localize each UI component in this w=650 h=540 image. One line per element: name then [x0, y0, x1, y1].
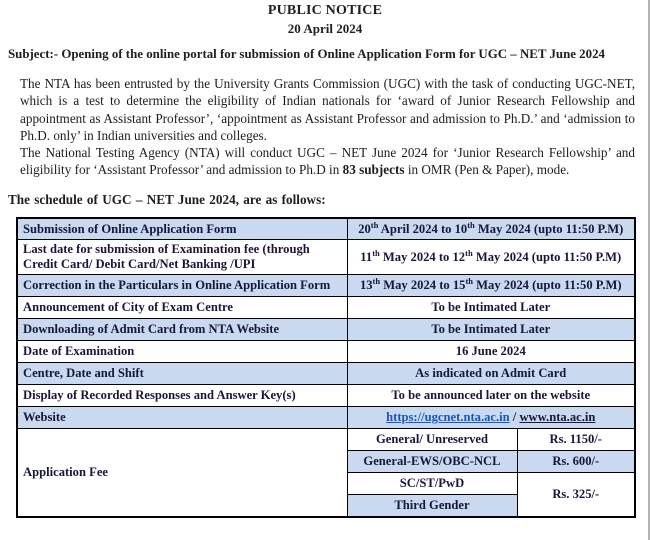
row-label: Date of Examination: [17, 341, 347, 363]
paragraph-1: The NTA has been entrusted by the University Grants Commission (UGC) with the task of conducting UGC-NET, which is a test to determine the eligibility of Indian nationals for ‘award of Junior Research Fellowship and appointment as Assistant Professor’, ‘appointment as Assistant Professor and admission to Ph.D.’ and ‘admission to Ph.D. only’ in Indian universities and colleges.: [20, 76, 635, 143]
schedule-row-admit-card: [17, 319, 635, 341]
schedule-row-exam-date: [17, 341, 635, 363]
row-value: As indicated on Admit Card: [347, 363, 635, 385]
schedule-row-centre-shift: [17, 363, 635, 385]
fee-amount: Rs. 1150/-: [517, 429, 635, 451]
schedule-row-correction: [17, 275, 635, 297]
row-label: Announcement of City of Exam Centre: [17, 297, 347, 319]
schedule-row-submission: [17, 218, 635, 240]
schedule-row-exam-fee: [17, 240, 635, 275]
fee-category: SC/ST/PwD: [347, 473, 517, 495]
row-label: Website: [17, 407, 347, 429]
application-fee-label: Application Fee: [17, 429, 347, 517]
row-value: 20th April 2024 to 10th May 2024 (upto 11:50 P.M): [347, 218, 635, 240]
website-separator: /: [512, 410, 517, 425]
row-value: 13th May 2024 to 15th May 2024 (upto 11:50 P.M): [347, 275, 635, 297]
schedule-row-website: [17, 407, 635, 429]
schedule-table: [16, 217, 636, 518]
row-value: To be announced later on the website: [347, 385, 635, 407]
row-value: 11th May 2024 to 12th May 2024 (upto 11:50 P.M): [347, 240, 635, 275]
notice-date: 20 April 2024: [287, 21, 363, 36]
row-value: To be Intimated Later: [347, 319, 635, 341]
fee-amount: Rs. 600/-: [517, 451, 635, 473]
schedule-row-city-announcement: [17, 297, 635, 319]
row-value: 16 June 2024: [347, 341, 635, 363]
row-label: Downloading of Admit Card from NTA Website: [17, 319, 347, 341]
ugcnet-link[interactable]: https://ugcnet.nta.ac.in: [386, 410, 510, 425]
notice-title: PUBLIC NOTICE: [267, 3, 383, 18]
row-value: To be Intimated Later: [347, 297, 635, 319]
website-cell: [347, 407, 635, 429]
subject-line: Subject:- Opening of the online portal for submission of Online Application Form for UGC – NET June 2024: [8, 47, 605, 61]
fee-amount: Rs. 325/-: [517, 473, 635, 517]
row-label: Centre, Date and Shift: [17, 363, 347, 385]
notice-header: [0, 0, 650, 37]
row-label: Last date for submission of Examination fee (through Credit Card/ Debit Card/Net Banking /UPI: [17, 240, 347, 275]
schedule-heading: The schedule of UGC – NET June 2024, are as follows:: [8, 191, 326, 207]
row-label: Submission of Online Application Form: [17, 218, 347, 240]
schedule-row-answer-key: [17, 385, 635, 407]
fee-category: General-EWS/OBC-NCL: [347, 451, 517, 473]
notice-body: [20, 75, 635, 179]
fee-category: General/ Unreserved: [347, 429, 517, 451]
row-label: Display of Recorded Responses and Answer Key(s): [17, 385, 347, 407]
row-label: Correction in the Particulars in Online Application Form: [17, 275, 347, 297]
paragraph-2: The National Testing Agency (NTA) will conduct UGC – NET June 2024 for ‘Junior Research Fellowship’ and eligibility for ‘Assistant Professor’ and admission to Ph.D in 83 subjects in OMR (Pen & Paper), mode.: [20, 145, 635, 178]
fee-row-general: [17, 429, 635, 451]
nta-link[interactable]: www.nta.ac.in: [519, 410, 596, 425]
fee-category: Third Gender: [347, 495, 517, 517]
